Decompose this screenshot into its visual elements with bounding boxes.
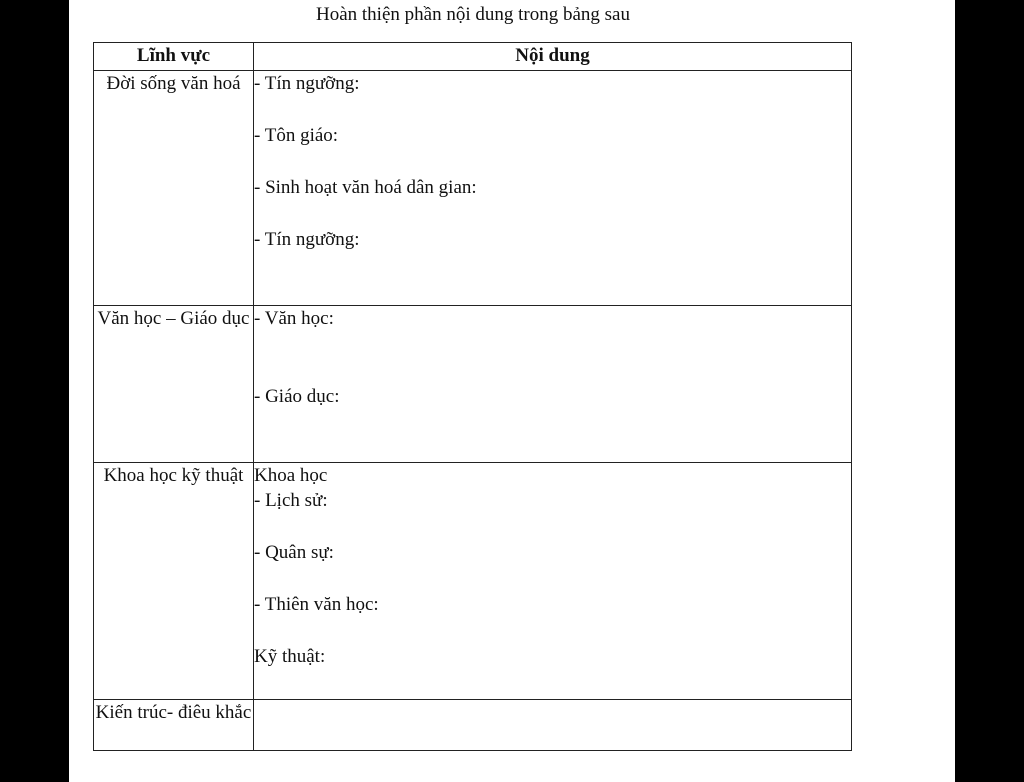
row-field-cell: Khoa học kỹ thuật xyxy=(94,463,254,700)
content-item: - Tôn giáo: xyxy=(254,125,339,146)
row-field-cell: Văn học – Giáo dục xyxy=(94,306,254,463)
content-item: Kỹ thuật: xyxy=(254,646,326,667)
content-item: - Thiên văn học: xyxy=(254,594,379,615)
table-row xyxy=(94,71,852,306)
table-row xyxy=(94,463,852,700)
content-item: - Tín ngưỡng: xyxy=(254,229,360,250)
row-content-cell[interactable] xyxy=(254,71,852,306)
row-content-cell[interactable] xyxy=(254,306,852,463)
content-item: - Quân sự: xyxy=(254,542,334,563)
content-item: - Văn học: xyxy=(254,308,334,329)
header-content: Nội dung xyxy=(254,43,852,71)
row-content-cell[interactable] xyxy=(254,463,852,700)
table-row xyxy=(94,700,852,751)
content-item: - Giáo dục: xyxy=(254,386,340,407)
content-table xyxy=(93,42,852,751)
content-item: Khoa học xyxy=(254,465,328,486)
content-item: - Lịch sử: xyxy=(254,490,328,511)
header-field: Lĩnh vực xyxy=(94,43,254,71)
table-header-row xyxy=(94,43,852,71)
table-row xyxy=(94,306,852,463)
row-field-cell: Kiến trúc- điêu khắc xyxy=(94,700,254,751)
row-field-cell: Đời sống văn hoá xyxy=(94,71,254,306)
content-item: - Sinh hoạt văn hoá dân gian: xyxy=(254,177,477,198)
row-content-cell[interactable] xyxy=(254,700,852,751)
document-page xyxy=(69,0,955,782)
page-title: Hoàn thiện phần nội dung trong bảng sau xyxy=(316,4,630,25)
content-item: - Tín ngưỡng: xyxy=(254,73,360,94)
